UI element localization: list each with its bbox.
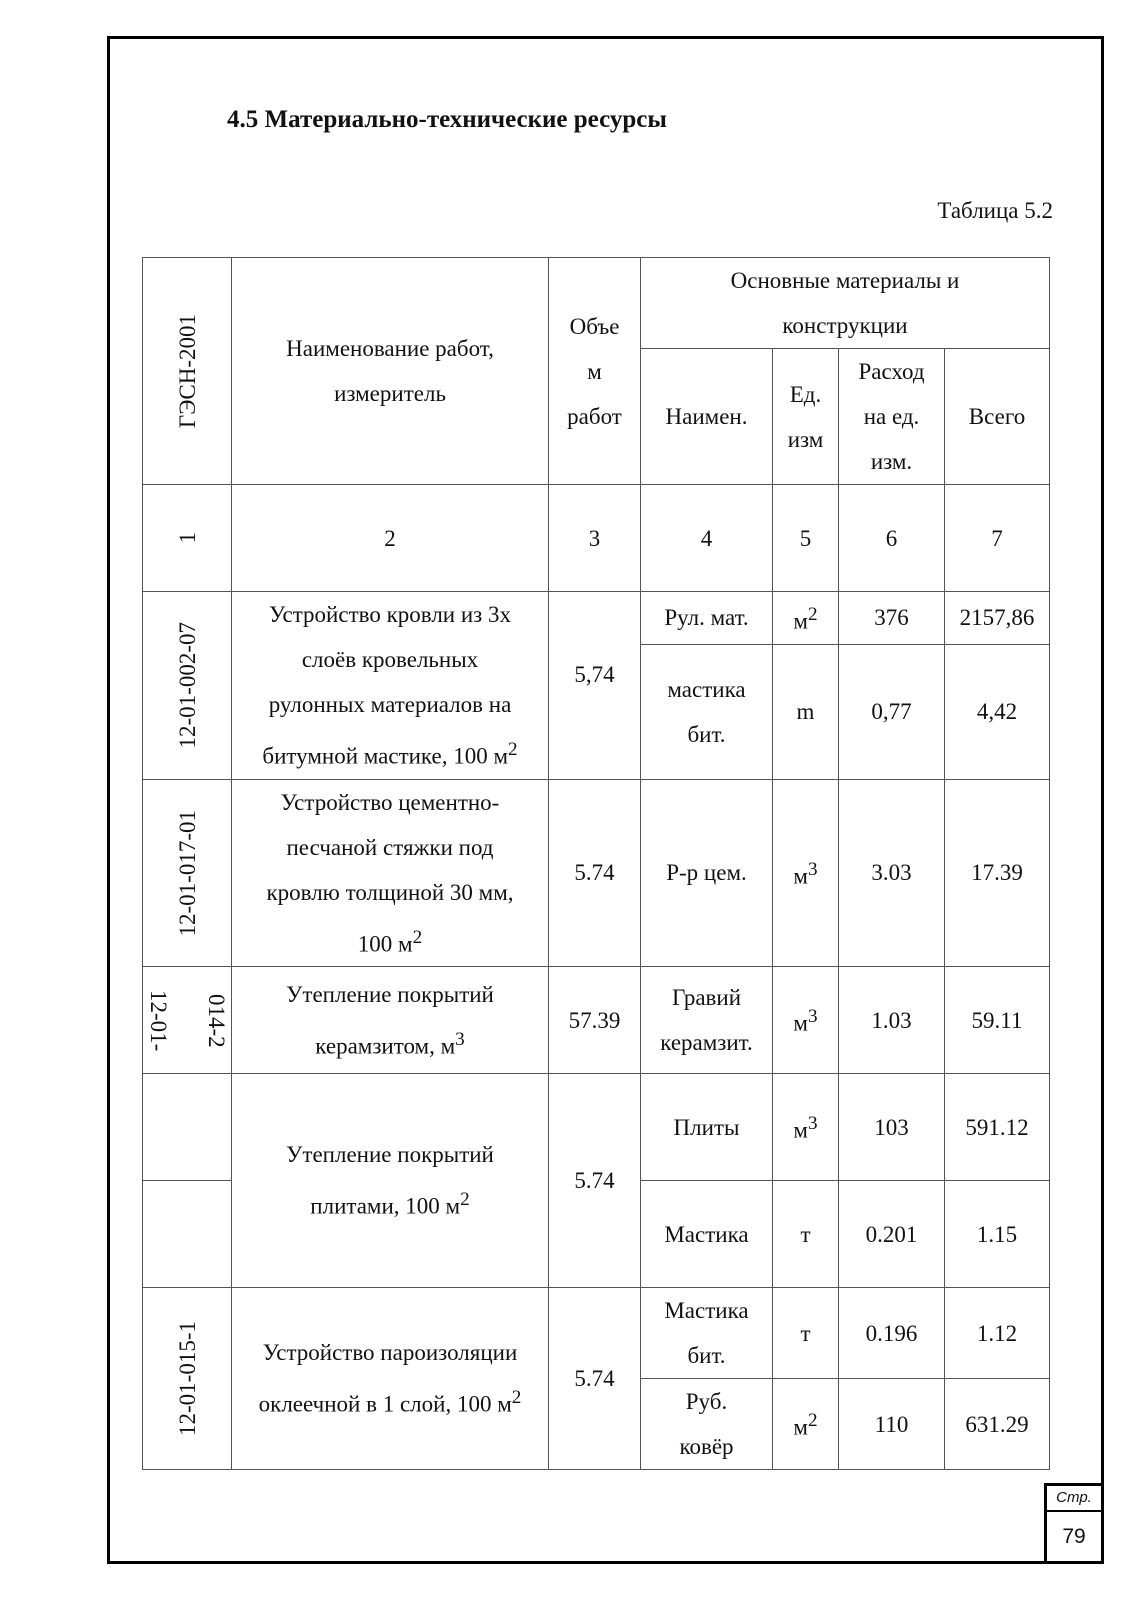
header-material-name — [641, 349, 773, 485]
material-name-cell: Плиты — [641, 1074, 773, 1181]
material-rate-cell: 0.196 — [839, 1288, 945, 1379]
column-number-cell: 3 — [549, 485, 641, 592]
row-name-text: битумной мастике, 100 м — [262, 743, 509, 769]
material-rate-cell: 0,77 — [839, 644, 945, 779]
material-name-line: бит. — [687, 721, 726, 747]
unit-superscript: 2 — [511, 1387, 522, 1409]
header-materials-line: конструкции — [782, 313, 908, 338]
material-total-cell: 1.15 — [945, 1181, 1050, 1288]
header-volume-cell — [549, 258, 641, 485]
row-code-cell — [143, 1074, 232, 1181]
header-rate-line: изм. — [870, 449, 913, 474]
unit-superscript: 3 — [455, 1028, 465, 1050]
material-rate-cell: 110 — [839, 1379, 945, 1470]
material-name-cell: Мастика — [641, 1181, 773, 1288]
row-name-line: Устройство кровли из 3х — [269, 602, 511, 627]
header-materials-line: Основные материалы и — [730, 268, 960, 293]
unit-superscript: 2 — [807, 604, 818, 625]
material-total-cell: 17.39 — [945, 779, 1050, 967]
header-code: ГЭСН-2001 — [174, 313, 200, 429]
material-name-line: Гравий — [671, 985, 742, 1011]
table-row — [143, 779, 1050, 967]
material-unit-cell — [773, 779, 839, 967]
table-row — [143, 1074, 1050, 1181]
material-name-cell: Р-р цем. — [641, 779, 773, 967]
column-number-cell: 5 — [773, 485, 839, 592]
row-name-cell — [232, 1288, 549, 1470]
row-code-cell — [143, 1181, 232, 1288]
row-name-text: керамзитом, м — [315, 1033, 456, 1059]
table-row — [143, 967, 1050, 1074]
row-code-cell — [143, 592, 232, 780]
row-name-cell — [232, 779, 549, 967]
materials-table — [142, 257, 1050, 1470]
column-number-cell: 6 — [839, 485, 945, 592]
row-name-line — [232, 915, 548, 967]
row-name-line: Устройство пароизоляции — [262, 1340, 518, 1366]
material-unit-cell — [773, 1074, 839, 1181]
material-name-cell — [641, 1288, 773, 1379]
page-number: 79 — [1062, 1525, 1086, 1548]
row-name-text: оклеечной в 1 слой, 100 м — [258, 1392, 512, 1418]
material-name-line: керамзит. — [660, 1030, 753, 1056]
row-volume-cell: 5.74 — [549, 1074, 641, 1288]
header-unit-cell — [773, 349, 839, 485]
row-code-line: 014-2 — [203, 993, 229, 1048]
material-unit: м — [793, 863, 808, 889]
material-unit: м — [793, 1118, 808, 1144]
material-name-cell: Рул. мат. — [641, 592, 773, 645]
material-name-line: ковёр — [679, 1434, 734, 1460]
page-label: Стр. — [1047, 1486, 1101, 1512]
header-name-line: измеритель — [334, 381, 446, 406]
row-name-text: плитами, 100 м — [310, 1194, 461, 1220]
material-rate-cell: 376 — [839, 592, 945, 645]
row-code-cell — [143, 779, 232, 967]
row-name-text: 100 м — [357, 931, 413, 957]
table-row — [143, 1288, 1050, 1379]
row-volume-cell: 57.39 — [549, 967, 641, 1074]
row-code-cell — [143, 967, 232, 1074]
row-volume-cell: 5.74 — [549, 1288, 641, 1470]
unit-superscript: 3 — [807, 1113, 818, 1135]
table-caption: Таблица 5.2 — [937, 198, 1053, 223]
header-rate-line: на ед. — [863, 404, 920, 429]
header-volume-line: м — [587, 358, 602, 384]
row-name-line: Утепление покрытий — [286, 1142, 494, 1168]
row-code: 12-01-017-01 — [174, 809, 200, 937]
column-number-cell: 2 — [232, 485, 549, 592]
row-name-line: Утепление покрытий — [286, 981, 494, 1007]
material-unit-cell: т — [773, 1181, 839, 1288]
header-name-line: Наименование работ, — [286, 336, 494, 361]
header-rate-line: Расход — [858, 359, 925, 384]
header-rate-cell — [839, 349, 945, 485]
row-name-cell — [232, 592, 549, 780]
row-name-line — [232, 1017, 548, 1069]
unit-superscript: 2 — [807, 1410, 818, 1432]
row-name-line — [232, 1375, 548, 1427]
row-name-line: слоёв кровельных — [301, 647, 479, 672]
row-code-cell — [143, 1288, 232, 1470]
page-stamp — [1044, 1483, 1101, 1562]
material-unit-cell: m — [773, 644, 839, 779]
material-name-line: Руб. — [685, 1389, 728, 1415]
material-name-line: бит. — [687, 1343, 726, 1369]
header-code-cell — [143, 258, 232, 485]
material-unit: м — [793, 608, 808, 634]
header-unit-line: изм — [787, 426, 824, 452]
material-unit-cell: т — [773, 1288, 839, 1379]
row-volume-cell: 5,74 — [549, 592, 641, 780]
unit-superscript: 2 — [412, 926, 423, 948]
header-materials-cell — [641, 258, 1050, 349]
material-name-cell — [641, 1379, 773, 1470]
material-rate-cell: 103 — [839, 1074, 945, 1181]
material-total-cell: 1.12 — [945, 1288, 1050, 1379]
header-volume-line: Объе — [569, 313, 620, 339]
unit-superscript: 2 — [508, 739, 518, 760]
unit-superscript: 2 — [460, 1189, 470, 1211]
row-name-cell — [232, 1074, 549, 1288]
material-unit-cell — [773, 1379, 839, 1470]
header-total-cell — [945, 349, 1050, 485]
material-name-cell — [641, 967, 773, 1074]
table-row — [143, 592, 1050, 645]
material-unit: м — [793, 1011, 808, 1037]
column-number-cell: 4 — [641, 485, 773, 592]
header-name-cell — [232, 258, 549, 485]
material-total-cell: 591.12 — [945, 1074, 1050, 1181]
material-rate-cell: 3.03 — [839, 779, 945, 967]
row-code: 12-01-015-1 — [174, 1321, 200, 1437]
unit-superscript: 3 — [807, 1006, 818, 1028]
column-number-cell — [143, 485, 232, 592]
material-name-cell — [641, 644, 773, 779]
table-header-row — [143, 258, 1050, 349]
column-number-cell: 7 — [945, 485, 1050, 592]
material-unit: м — [793, 1415, 808, 1441]
row-name-cell — [232, 967, 549, 1074]
row-name-line — [232, 1177, 548, 1229]
row-name-line: песчаной стяжки под — [286, 834, 494, 860]
unit-superscript: 3 — [807, 859, 818, 881]
material-unit-cell — [773, 592, 839, 645]
material-total-cell: 2157,86 — [945, 592, 1050, 645]
row-name-line: рулонных материалов на — [268, 692, 512, 717]
material-total-cell: 4,42 — [945, 644, 1050, 779]
material-total-cell: 631.29 — [945, 1379, 1050, 1470]
row-volume-cell: 5.74 — [549, 779, 641, 967]
material-unit-cell — [773, 967, 839, 1074]
row-name-line: Устройство цементно- — [280, 789, 500, 815]
column-number: 1 — [174, 532, 200, 544]
header-total-text: Всего — [968, 404, 1026, 429]
header-unit-line: Ед. — [789, 381, 822, 407]
material-rate-cell: 0.201 — [839, 1181, 945, 1288]
row-code: 12-01-002-07 — [174, 622, 200, 749]
material-total-cell: 59.11 — [945, 967, 1050, 1074]
row-code — [144, 990, 231, 1051]
material-name-line: мастика — [667, 676, 746, 702]
column-number-row — [143, 485, 1050, 592]
row-name-line: кровлю толщиной 30 мм, — [266, 879, 514, 905]
material-name-line: Мастика — [664, 1298, 749, 1324]
row-code-line: 12-01- — [145, 989, 171, 1051]
row-name-line — [232, 727, 548, 779]
material-rate-cell: 1.03 — [839, 967, 945, 1074]
header-volume-line: работ — [567, 403, 622, 429]
section-heading: 4.5 Материально-технические ресурсы — [227, 106, 667, 133]
header-material-name-text: Наимен. — [665, 404, 748, 429]
